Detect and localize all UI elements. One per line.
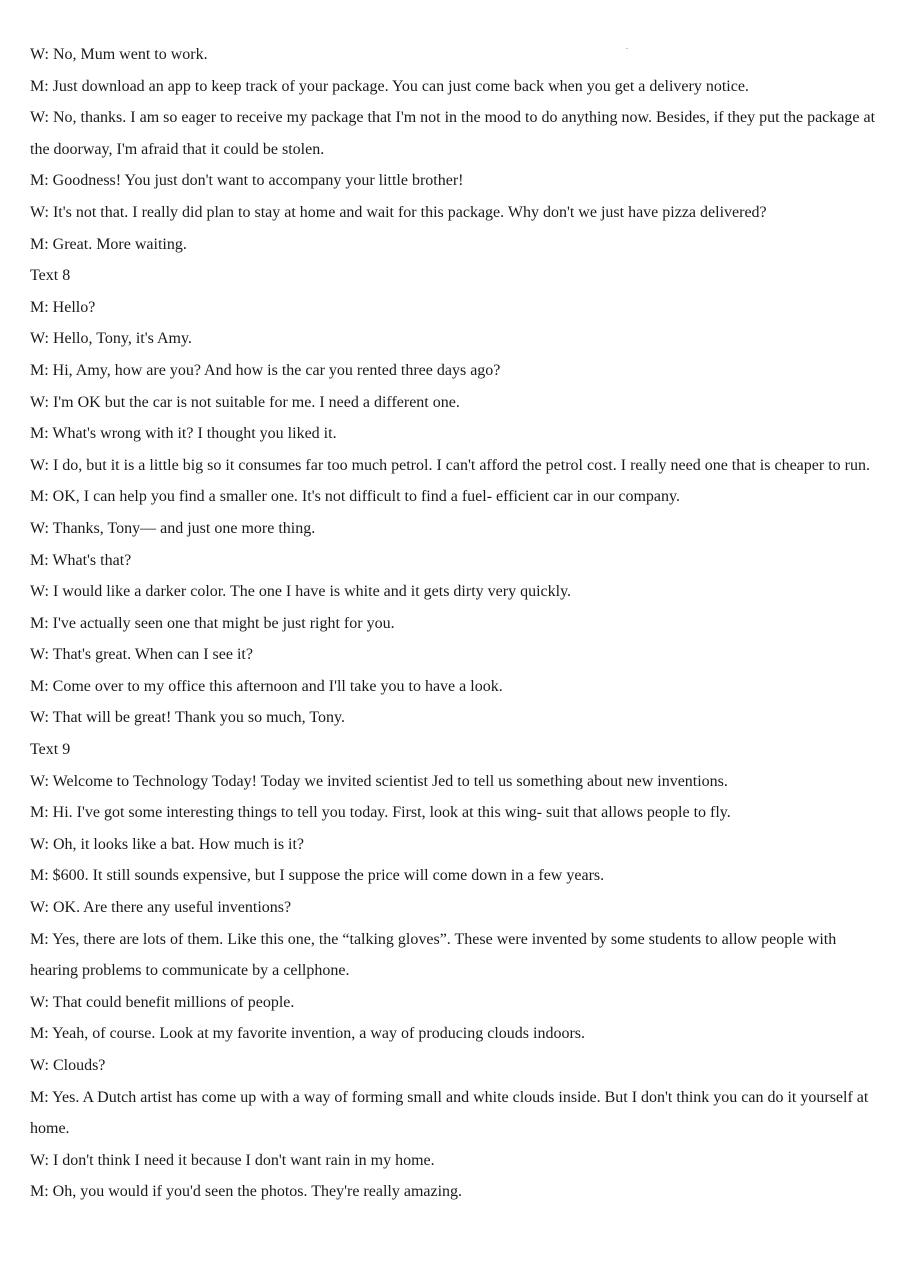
dialogue-line: W: No, Mum went to work. <box>30 46 208 63</box>
dialogue-line: W: Hello, Tony, it's Amy. <box>30 330 192 348</box>
dialogue-line: M: Great. More waiting. <box>30 235 187 253</box>
dialogue-line: W: I'm OK but the car is not suitable for me. I need a different one. <box>30 393 460 411</box>
dialogue-line: W: I don't think I need it because I don't want rain in my home. <box>30 1151 435 1169</box>
dialogue-line: M: What's wrong with it? I thought you liked it. <box>30 425 337 443</box>
dialogue-line: W: I would like a darker color. The one I have is white and it gets dirty very quickly. <box>30 583 572 601</box>
dialogue-line: W: That could benefit millions of people. <box>30 993 295 1011</box>
dialogue-line: W: That will be great! Thank you so much, Tony. <box>30 709 345 727</box>
dialogue-line: W: I do, but it is a little big so it consumes far too much petrol. I can't afford the petrol cost. I really need one that is cheaper to run. <box>30 456 870 474</box>
dialogue-line: M: Oh, you would if you'd seen the photos. They're really amazing. <box>30 1183 463 1201</box>
dialogue-line: W: Thanks, Tony— and just one more thing. <box>30 519 316 537</box>
dialogue-line: M: Yes, there are lots of them. Like this one, the “talking gloves”. These were invented by some students to allow people with hearing problems to communicate by a cellphone. <box>30 930 837 980</box>
dialogue-line: W: OK. Are there any useful inventions? <box>30 899 292 917</box>
dialogue-line: W: Clouds? <box>30 1057 106 1074</box>
dialogue-line: M: Hi, Amy, how are you? And how is the car you rented three days ago? <box>30 361 501 379</box>
dialogue-line: W: It's not that. I really did plan to stay at home and wait for this package. Why don't we just have pizza delivered? <box>30 203 767 221</box>
dialogue-line: M: I've actually seen one that might be just right for you. <box>30 614 395 632</box>
dialogue-line: M: Hi. I've got some interesting things to tell you today. First, look at this wing- suit that allows people to fly. <box>30 804 731 822</box>
dialogue-line: W: No, thanks. I am so eager to receive my package that I'm not in the mood to do anything now. Besides, if they put the package at the doorway, I'm afraid that it could be stolen. <box>30 109 876 158</box>
dialogue-line: M: What's that? <box>30 551 132 569</box>
dialogue-line: M: Yes. A Dutch artist has come up with a way of forming small and white clouds inside. But I don't think you can do it yourself at home. <box>30 1088 869 1138</box>
dialogue-line: M: Come over to my office this afternoon and I'll take you to have a look. <box>30 677 503 695</box>
dialogue-line: M: Just download an app to keep track of your package. You can just come back when you get a delivery notice. <box>30 77 749 95</box>
dialogue-line: W: That's great. When can I see it? <box>30 646 253 664</box>
dialogue-line: M: OK, I can help you find a smaller one. It's not difficult to find a fuel- efficient car in our company. <box>30 488 680 506</box>
section-heading-text-9: Text 9 <box>30 741 71 759</box>
dialogue-line: M: $600. It still sounds expensive, but I suppose the price will come down in a few years. <box>30 867 605 885</box>
dialogue-line: W: Welcome to Technology Today! Today we invited scientist Jed to tell us something about new inventions. <box>30 772 728 790</box>
transcript-page <box>30 39 880 1208</box>
dialogue-line: M: Yeah, of course. Look at my favorite invention, a way of producing clouds indoors. <box>30 1025 586 1043</box>
dialogue-line: M: Hello? <box>30 298 96 316</box>
dialogue-line: W: Oh, it looks like a bat. How much is it? <box>30 835 305 853</box>
section-heading-text-8: Text 8 <box>30 267 71 285</box>
dialogue-line: M: Goodness! You just don't want to accompany your little brother! <box>30 172 464 190</box>
